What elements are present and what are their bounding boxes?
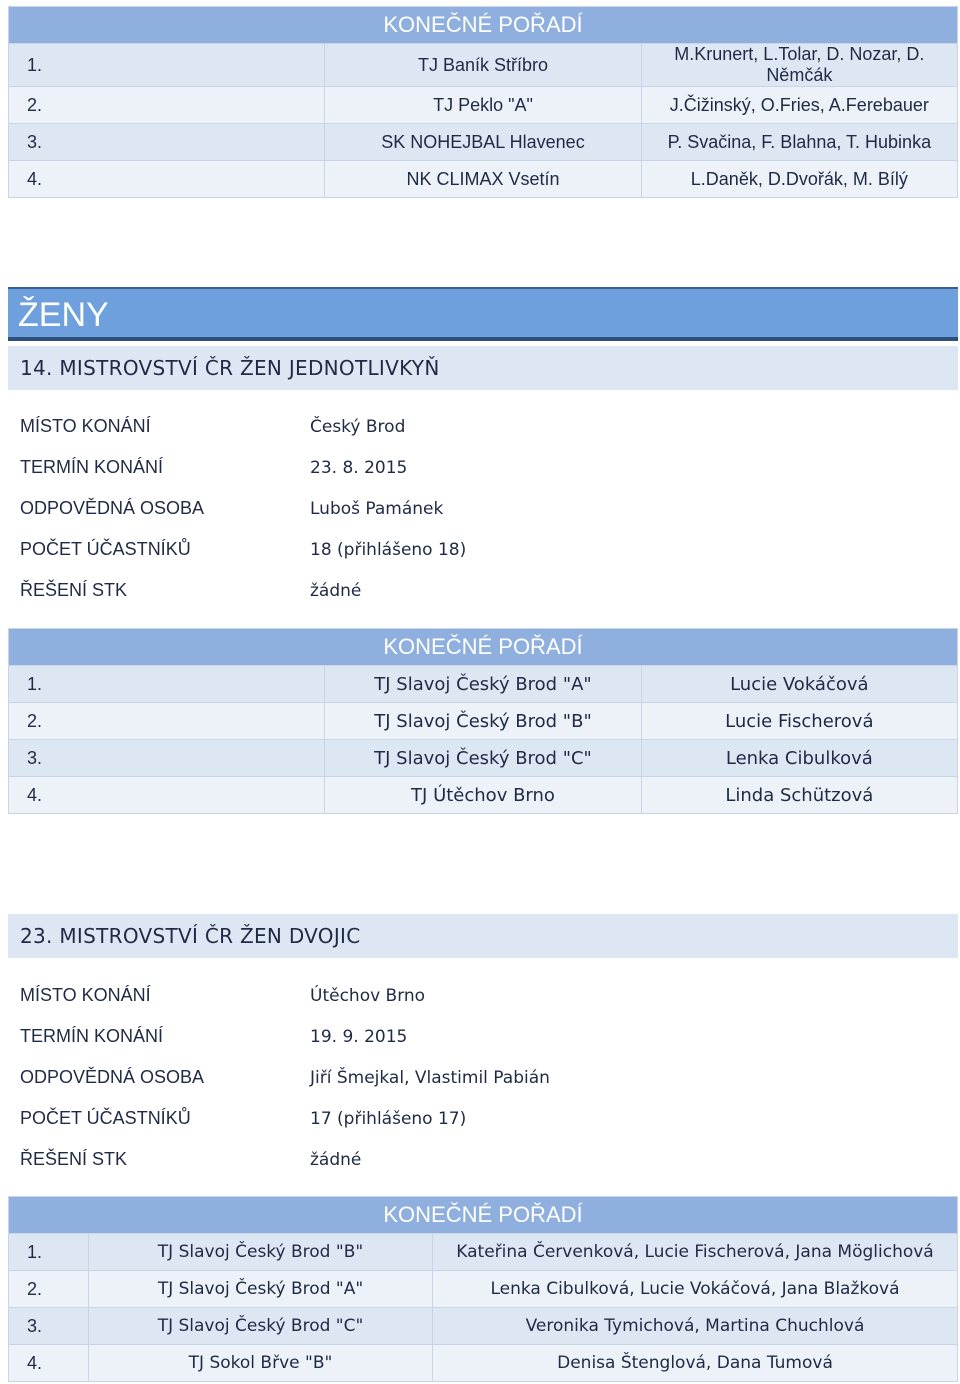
info-value: 18 (přihlášeno 18) (310, 539, 467, 560)
table-row (9, 161, 958, 198)
table-row (9, 44, 958, 87)
singles-results-table (8, 628, 958, 814)
players: Lenka Cibulková (641, 740, 957, 777)
rank: 2. (9, 703, 325, 740)
table-row (9, 1234, 958, 1271)
info-value: Luboš Pamánek (310, 498, 444, 519)
table-row (9, 1271, 958, 1308)
table-row (9, 703, 958, 740)
players: Lucie Fischerová (641, 703, 957, 740)
info-value: Jiří Šmejkal, Vlastimil Pabián (310, 1067, 550, 1088)
men-results-header: KONEČNÉ POŘADÍ (9, 7, 958, 44)
players: M.Krunert, L.Tolar, D. Nozar, D. Němčák (641, 44, 957, 87)
info-value: Útěchov Brno (310, 985, 426, 1006)
table-row (9, 777, 958, 814)
players: Kateřina Červenková, Lucie Fischerová, Jana Möglichová (433, 1234, 958, 1271)
info-label: MÍSTO KONÁNÍ (20, 416, 151, 436)
players: Veronika Tymichová, Martina Chuchlová (433, 1308, 958, 1345)
rank: 3. (9, 740, 325, 777)
info-value: 19. 9. 2015 (310, 1026, 408, 1047)
rank: 2. (9, 87, 325, 124)
rank: 2. (9, 1271, 89, 1308)
players: Linda Schützová (641, 777, 957, 814)
info-label: MÍSTO KONÁNÍ (20, 985, 151, 1005)
info-value: žádné (310, 580, 362, 601)
table-row (9, 124, 958, 161)
team: TJ Peklo "A" (325, 87, 641, 124)
table-row (9, 1345, 958, 1382)
team: SK NOHEJBAL Hlavenec (325, 124, 641, 161)
table-row (9, 1308, 958, 1345)
doubles-title: 23. MISTROVSTVÍ ČR ŽEN DVOJIC (8, 914, 958, 958)
players: Denisa Štenglová, Dana Tumová (433, 1345, 958, 1382)
team: TJ Slavoj Český Brod "B" (89, 1234, 433, 1271)
table-row (9, 740, 958, 777)
info-label: POČET ÚČASTNÍKŮ (20, 1108, 191, 1128)
players: L.Daněk, D.Dvořák, M. Bílý (641, 161, 957, 198)
info-label: TERMÍN KONÁNÍ (20, 457, 164, 477)
info-value: Český Brod (310, 416, 406, 437)
info-label: TERMÍN KONÁNÍ (20, 1026, 164, 1046)
team: TJ Slavoj Český Brod "A" (89, 1271, 433, 1308)
section-divider (8, 337, 958, 341)
info-label: ŘEŠENÍ STK (20, 1149, 128, 1169)
players: Lucie Vokáčová (641, 666, 957, 703)
players: J.Čižinský, O.Fries, A.Ferebauer (641, 87, 957, 124)
team: TJ Sokol Břve "B" (89, 1345, 433, 1382)
singles-title: 14. MISTROVSTVÍ ČR ŽEN JEDNOTLIVKYŇ (8, 346, 958, 390)
team: TJ Baník Stříbro (325, 44, 641, 87)
rank: 3. (9, 1308, 89, 1345)
singles-results-header: KONEČNÉ POŘADÍ (9, 629, 958, 666)
rank: 1. (9, 666, 325, 703)
team: TJ Slavoj Český Brod "A" (325, 666, 641, 703)
team: TJ Slavoj Český Brod "C" (89, 1308, 433, 1345)
team: TJ Slavoj Český Brod "B" (325, 703, 641, 740)
info-value: 17 (přihlášeno 17) (310, 1108, 467, 1129)
table-row (9, 666, 958, 703)
table-row (9, 87, 958, 124)
rank: 4. (9, 777, 325, 814)
men-results-table (8, 6, 958, 198)
rank: 1. (9, 44, 325, 87)
team: TJ Slavoj Český Brod "C" (325, 740, 641, 777)
players: Lenka Cibulková, Lucie Vokáčová, Jana Blažková (433, 1271, 958, 1308)
rank: 4. (9, 1345, 89, 1382)
rank: 4. (9, 161, 325, 198)
team: NK CLIMAX Vsetín (325, 161, 641, 198)
info-label: ŘEŠENÍ STK (20, 580, 128, 600)
singles-info (20, 406, 920, 611)
info-label: ODPOVĚDNÁ OSOBA (20, 498, 205, 518)
doubles-results-header: KONEČNÉ POŘADÍ (9, 1197, 958, 1234)
doubles-results-table (8, 1196, 958, 1382)
doubles-info (20, 975, 920, 1180)
section-title: ŽENY (8, 287, 958, 337)
players: P. Svačina, F. Blahna, T. Hubinka (641, 124, 957, 161)
info-value: 23. 8. 2015 (310, 457, 408, 478)
info-value: žádné (310, 1149, 362, 1170)
rank: 3. (9, 124, 325, 161)
info-label: POČET ÚČASTNÍKŮ (20, 539, 191, 559)
rank: 1. (9, 1234, 89, 1271)
info-label: ODPOVĚDNÁ OSOBA (20, 1067, 205, 1087)
team: TJ Útěchov Brno (325, 777, 641, 814)
